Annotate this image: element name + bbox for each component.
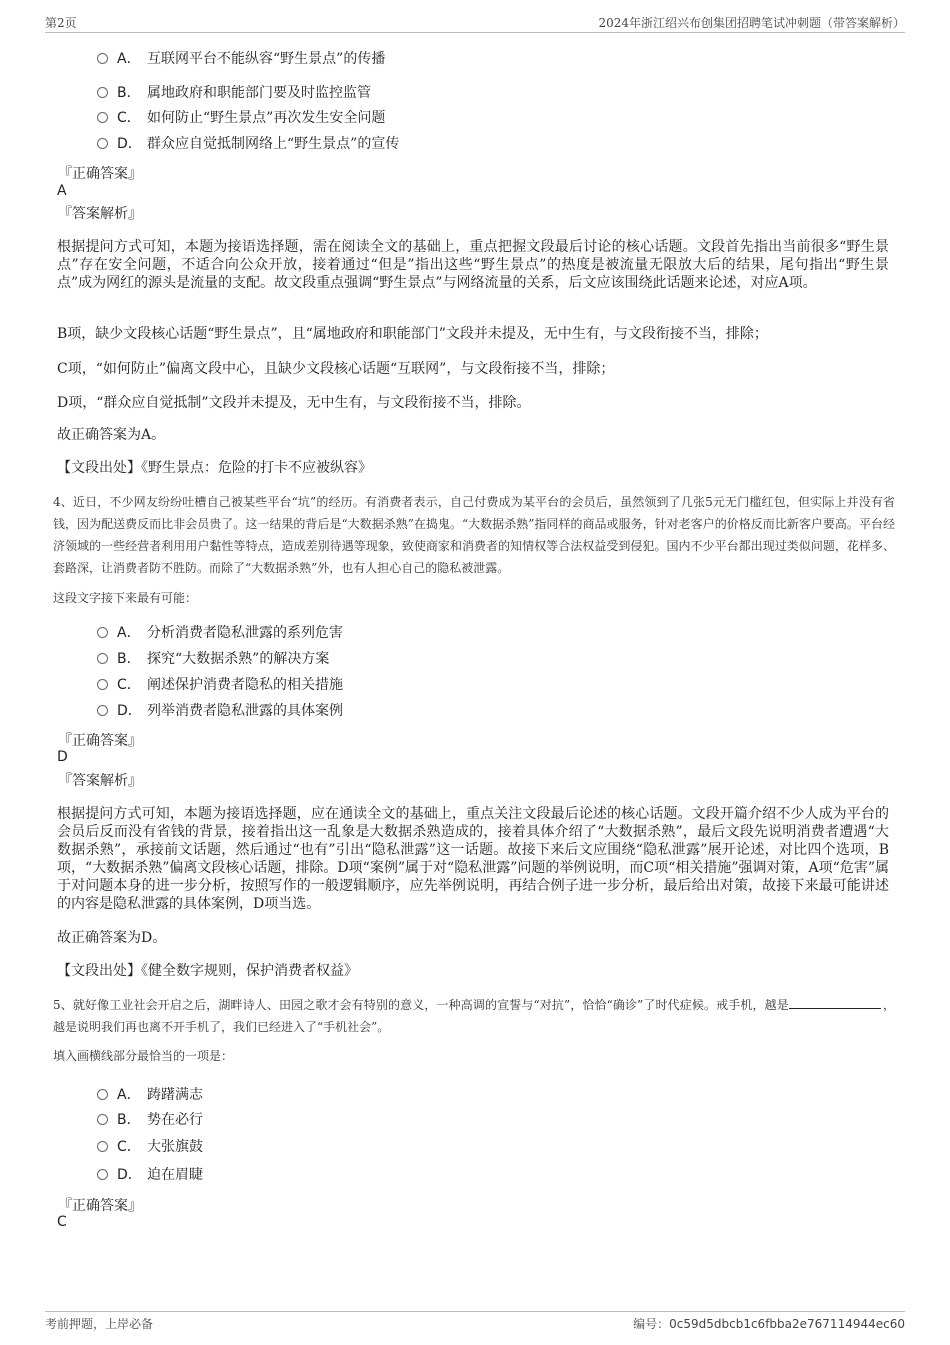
q4-option-b[interactable]: B． 探究“大数据杀熟”的解决方案 [97, 648, 329, 670]
q3-option-a[interactable]: A． 互联网平台不能纵容“野生景点”的传播 [97, 48, 385, 70]
q5-stem: 5、就好像工业社会开启之后，湖畔诗人、田园之歌才会有特别的意义，一种高调的宣誓与“对抗”，恰恰“确诊”了时代症候。戒手机，越是 ，越是说明我们再也离不开手机了，我们已经进入了“手机社会”。 [53, 994, 895, 1038]
footer-slogan: 考前押题，上岸必备 [45, 1317, 154, 1331]
q3-answer-label: 『正确答案』 [58, 166, 142, 182]
q4-answer-label: 『正确答案』 [58, 733, 142, 749]
q5-option-a[interactable]: A． 踌躇满志 [97, 1084, 203, 1106]
q3-option-c[interactable]: C． 如何防止“野生景点”再次发生安全问题 [97, 107, 385, 129]
q5-answer: C [57, 1214, 67, 1230]
q4-conclusion: 故正确答案为D。 [57, 930, 167, 946]
q5-option-b[interactable]: B． 势在必行 [97, 1109, 203, 1131]
q3-analysis-b: B项，缺少文段核心话题“野生景点”，且“属地政府和职能部门”文段并未提及，无中生有，与文段衔接不当，排除； [57, 326, 768, 342]
q4-source: 【文段出处】《健全数字规则，保护消费者权益》 [57, 963, 358, 979]
q4-option-d[interactable]: D． 列举消费者隐私泄露的具体案例 [97, 700, 343, 722]
document-title: 2024年浙江绍兴布创集团招聘笔试冲刺题（带答案解析） [598, 16, 905, 30]
q5-option-d[interactable]: D． 迫在眉睫 [97, 1164, 203, 1186]
fill-blank [789, 994, 881, 1009]
q5-option-c[interactable]: C． 大张旗鼓 [97, 1136, 203, 1158]
radio-icon[interactable] [97, 1169, 108, 1180]
q3-conclusion: 故正确答案为A。 [57, 427, 166, 443]
q5-prompt: 填入画横线部分最恰当的一项是： [53, 1049, 234, 1063]
radio-icon[interactable] [97, 112, 108, 123]
q5-answer-label: 『正确答案』 [58, 1198, 142, 1214]
q3-analysis-d: D项，“群众应自觉抵制”文段并未提及，无中生有，与文段衔接不当，排除。 [57, 395, 531, 411]
q4-analysis-label: 『答案解析』 [58, 773, 142, 789]
radio-icon[interactable] [97, 1089, 108, 1100]
q3-analysis-label: 『答案解析』 [58, 206, 142, 222]
radio-icon[interactable] [97, 1114, 108, 1125]
radio-icon[interactable] [97, 705, 108, 716]
radio-icon[interactable] [97, 627, 108, 638]
q4-option-a[interactable]: A． 分析消费者隐私泄露的系列危害 [97, 622, 343, 644]
document-code: 编号：0c59d5dbcb1c6fbba2e767114944ec60 [633, 1317, 905, 1331]
page-header [45, 14, 905, 33]
radio-icon[interactable] [97, 53, 108, 64]
q3-analysis-c: C项，“如何防止”偏离文段中心，且缺少文段核心话题“互联网”，与文段衔接不当，排除； [57, 361, 615, 377]
q3-source: 【文段出处】《野生景点：危险的打卡不应被纵容》 [57, 460, 372, 476]
page-footer [45, 1311, 905, 1335]
page-number: 第2页 [45, 16, 77, 30]
q3-analysis-main: 根据提问方式可知，本题为接语选择题，需在阅读全文的基础上，重点把握文段最后讨论的核心话题。文段首先指出当前很多“野生景点”存在安全问题，不适合向公众开放，接着通过“但是”指出这些“野生景点”的热度是被流量无限放大后的结果，尾句指出“野生景点”成为网红的源头是流量的支配。故文段重点强调“野生景点”与网络流量的关系，后文应该围绕此话题来论述，对应A项。 [57, 239, 889, 291]
q4-analysis-main: 根据提问方式可知，本题为接语选择题，应在通读全文的基础上，重点关注文段最后论述的核心话题。文段开篇介绍不少人成为平台的会员后反而没有省钱的背景，接着指出这一乱象是大数据杀熟造成的，接着具体介绍了“大数据杀熟”，最后文段先说明消费者遭遇“大数据杀熟”，承接前文话题，然后通过“也有”引出“隐私泄露”这一话题。故接下来后文应围绕“隐私泄露”展开论述，对比四个选项，B项，“大数据杀熟”偏离文段核心话题，排除。D项“案例”属于对“隐私泄露”问题的举例说明，而C项“相关措施”强调对策，A项“危害”属于对问题本身的进一步分析，按照写作的一般逻辑顺序，应先举例说明，再结合例子进一步分析，最后给出对策，故接下来最可能讲述的内容是隐私泄露的具体案例，D项当选。 [57, 806, 889, 912]
q4-stem: 4、近日，不少网友纷纷吐槽自己被某些平台“坑”的经历。有消费者表示，自己付费成为某平台的会员后，虽然领到了几张5元无门槛红包，但实际上并没有省钱，因为配送费反而比非会员贵了。这一结果的背后是“大数据杀熟”在捣鬼。“大数据杀熟”指同样的商品或服务，针对老客户的价格反而比新客户要高。平台经济领域的一些经营者利用用户黏性等特点，造成差别待遇等现象，致使商家和消费者的知情权等合法权益受到侵犯。国内不少平台都出现过类似问题，花样多、套路深，让消费者防不胜防。而除了“大数据杀熟”外，也有人担心自己的隐私被泄露。 [53, 495, 895, 575]
radio-icon[interactable] [97, 653, 108, 664]
q3-answer: A [57, 183, 67, 199]
radio-icon[interactable] [97, 87, 108, 98]
radio-icon[interactable] [97, 679, 108, 690]
q3-option-b[interactable]: B． 属地政府和职能部门要及时监控监管 [97, 82, 371, 104]
radio-icon[interactable] [97, 138, 108, 149]
q3-option-d[interactable]: D． 群众应自觉抵制网络上“野生景点”的宣传 [97, 133, 399, 155]
q4-option-c[interactable]: C． 阐述保护消费者隐私的相关措施 [97, 674, 343, 696]
q4-answer: D [57, 749, 68, 765]
radio-icon[interactable] [97, 1141, 108, 1152]
q4-prompt: 这段文字接下来最有可能： [53, 591, 198, 605]
